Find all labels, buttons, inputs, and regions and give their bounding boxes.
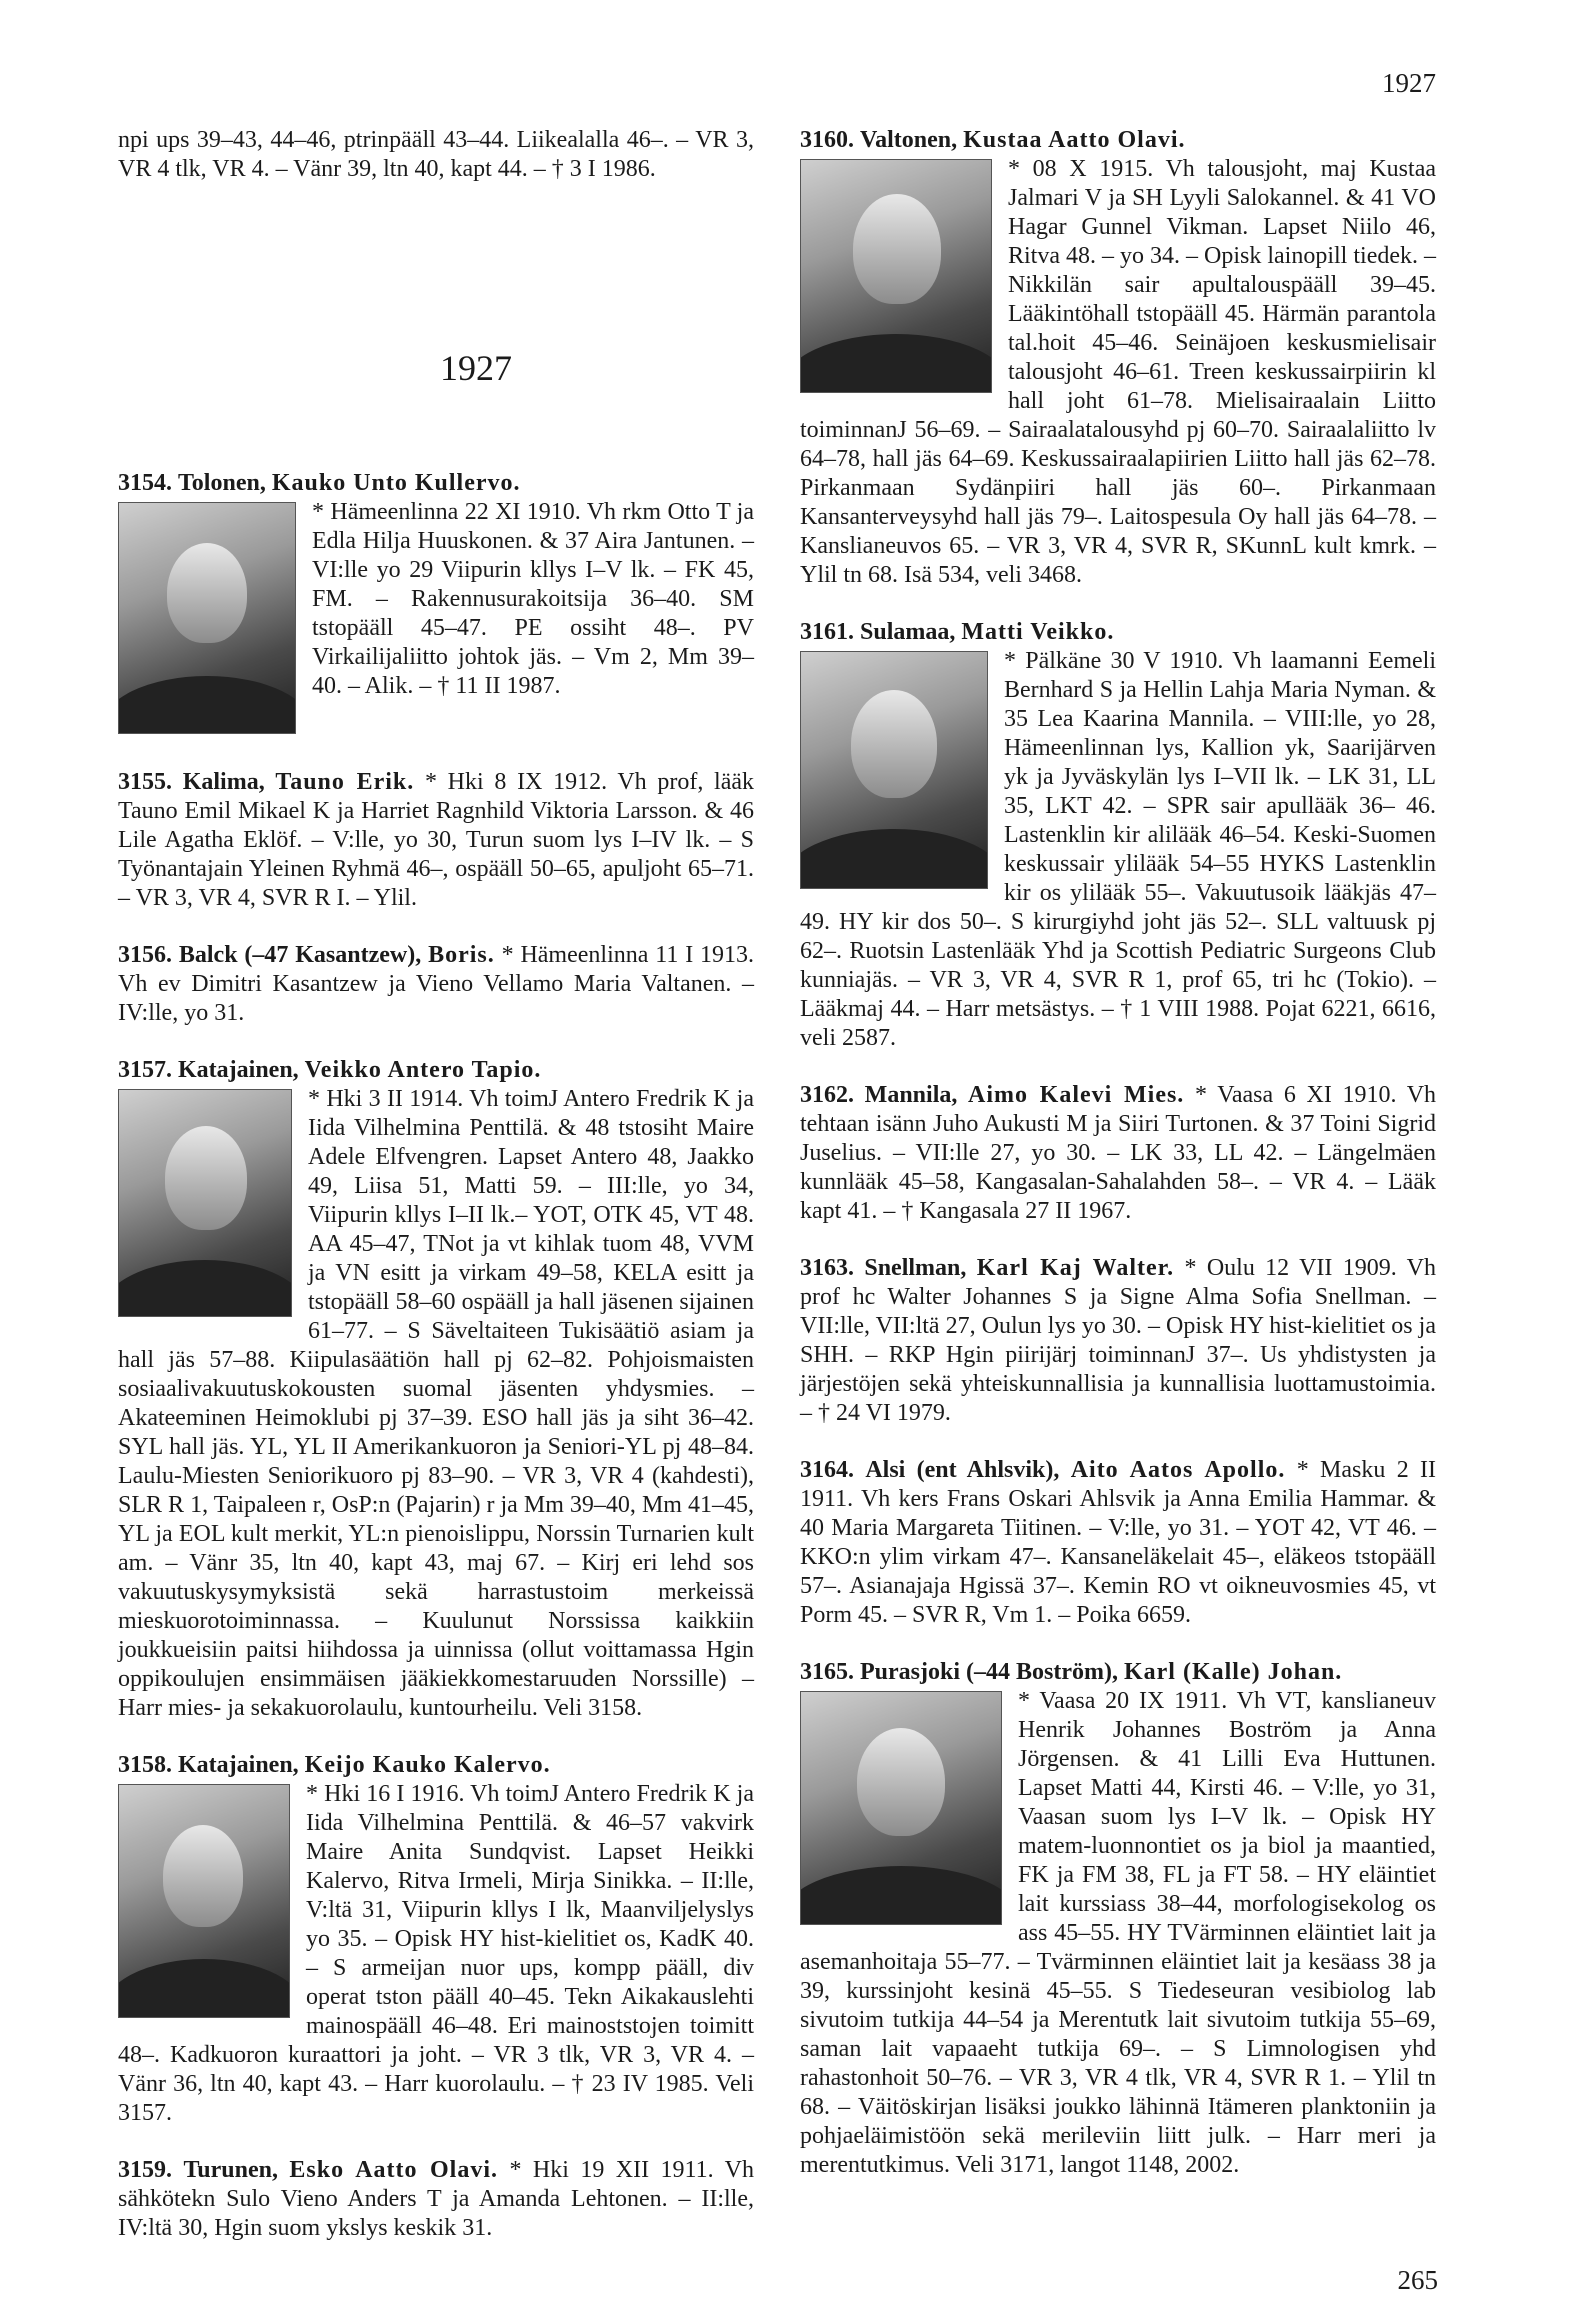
entry-text: * Masku 2 II 1911. Vh kers Frans Oskari Ahlsvik ja Anna Emilia Hammar. & 40 Maria Margareta Tiitinen. – V:lle, yo 31. – YOT 42, VT 46. – KKO:n ylim virkam 47–. Kansaneläkelait 45–, eläkeos tstopääll 57–. Asianajaja Hgissä 37–. Kemin RO vt oikneuvosmies 45, vt Porm 45. – SVR R, Vm 1. – Poika 6659. bbox=[800, 1457, 1436, 1628]
entry-number: 3156. bbox=[118, 942, 172, 968]
entry-3154 bbox=[118, 469, 754, 740]
entry-text: * Vaasa 20 IX 1911. Vh VT, kanslianeuv Henrik Johannes Boström ja Anna Jörgensen. & 41 Lilli Eva Huttunen. Lapset Matti 44, Kirsti 46. – V:lle, yo 31, Vaasan suom lys I–V lk. – Opisk HY matem-luonnontiet os ja biol ja maantied, FK ja FM 38, FL ja FT 58. – HY eläintiet lait kurssiass 38–44, morfologisekolog os ass 45–55. HY TVärminnen eläintiet lait ja asemanhoitaja 55–77. – Tvärminnen eläintiet lait ja kesäass 38 ja 39, kurssinjoht kesinä 45–55. S Tiedeseuran vesibiolog lab sivutoim tutkija 44–54 ja Merentutk lait sivutoim tutkija 55–69, saman lait vapaaeht tutkija 69–. – S Limnologisen yhd rahastonhoit 50–76. – VR 3, VR 4 tlk, VR 4, SVR R 1. – Ylil tn 68. – Väitöskirjan lisäksi joukko lähinnä Itämeren planktoniin ja pohjaeläimistöön sekä merileviin liitt julk. – Harr meri ja merentutkimus. Veli 3171, langot 1148, 2002. bbox=[800, 1688, 1436, 2178]
entry-given-names: Kustaa Aatto Olavi. bbox=[963, 127, 1186, 153]
entry-given-names: Esko Aatto Olavi. bbox=[289, 2157, 498, 2183]
portrait-photo bbox=[118, 1784, 290, 2018]
entry-3162 bbox=[800, 1081, 1436, 1226]
entry-given-names: Karl (Kalle) Johan. bbox=[1123, 1659, 1343, 1685]
entry-number: 3160. bbox=[800, 127, 854, 153]
entry-surname: Tolonen, bbox=[178, 470, 266, 496]
entry-surname: Sulamaa, bbox=[860, 619, 956, 645]
portrait-photo bbox=[800, 1691, 1002, 1925]
entry-3158 bbox=[118, 1751, 754, 2128]
entry-surname: Alsi (ent Ahlsvik), bbox=[865, 1457, 1060, 1483]
entry-3163 bbox=[800, 1254, 1436, 1428]
right-column bbox=[800, 126, 1436, 2208]
entry-text: * Vaasa 6 XI 1910. Vh tehtaan isänn Juho Aukusti M ja Siiri Turtonen. & 37 Toini Sigrid Juselius. – VII:lle 27, yo 30. – LK 33, LL 42. – Längelmäen kunnlääk 45–58, Kangasalan-Sahalahden 58–. – VR 4. – Lääk kapt 41. – † Kangasala 27 II 1967. bbox=[800, 1082, 1437, 1224]
entry-3159 bbox=[118, 2156, 754, 2243]
entry-given-names: Veikko Antero Tapio. bbox=[304, 1057, 542, 1083]
continuation-text: npi ups 39–43, 44–46, ptrinpääll 43–44. Liikealalla 46–. – VR 3, VR 4 tlk, VR 4. – Vänr 39, ltn 40, kapt 44. – † 3 I 1986. bbox=[118, 127, 754, 182]
entry-3156 bbox=[118, 941, 754, 1028]
entry-surname: Balck (–47 Kasantzew), bbox=[178, 942, 422, 968]
entry-given-names: Aito Aatos Apollo. bbox=[1070, 1457, 1286, 1483]
entry-given-names: Boris. bbox=[428, 942, 495, 968]
entry-number: 3154. bbox=[118, 470, 172, 496]
entry-number: 3162. bbox=[800, 1082, 854, 1108]
entry-given-names: Kauko Unto Kullervo. bbox=[271, 470, 521, 496]
portrait-photo bbox=[118, 502, 296, 734]
entry-3157 bbox=[118, 1056, 754, 1723]
entry-text: * Hki 3 II 1914. Vh toimJ Antero Fredrik K ja Iida Vilhelmina Penttilä. & 48 tstosiht Maire Adele Elfvengren. Lapset Antero 48, Jaakko 49, Liisa 51, Matti 59. – III:lle, yo 34, Viipurin kllys I–II lk.– YOT, OTK 45, VT 48. AA 45–47, TNot ja vt kihlak tuom 48, VVM ja VN esitt ja virkam 49–58, KELA esitt ja tstopääll 58–60 ospääll ja hall jäsenen sijainen 61–77. – S Säveltaiteen Tukisäätiö asiam ja hall jäs 57–88. Kiipulasäätiön hall pj 62–82. Pohjoismaisten sosiaalivakuutuskokousten suomal jäsenten yhdysmies. – Akateeminen Heimoklubi pj 37–39. ESO hall jäs ja siht 36–42. SYL hall jäs. YL, YL II Amerikankuoron ja Seniori-YL pj 48–84. Laulu-Miesten Seniorikuoro pj 83–90. – VR 3, VR 4 (kahdesti), SLR R 1, Taipaleen r, OsP:n (Pajarin) r ja Mm 39–40, Mm 41–45, YL ja EOL kult merkit, YL:n pienoislippu, Norssin Turnarien kult am. – Vänr 35, ltn 40, kapt 43, maj 67. – Kirj eri lehd sos vakuutuskysymyksistä sekä harrastustoim merkeissä mieskuorotoiminnassa. – Kuulunut Norssissa kaikkiin joukkueisiin paitsi hiihdossa ja uinnissa (ollut voittamassa Hgin oppikoulujen ensimmäisen jääkiekkomestaruuden Norssille) – Harr mies- ja sekakuorolaulu, kuntourheilu. Veli 3158. bbox=[118, 1086, 754, 1721]
entry-3164 bbox=[800, 1456, 1436, 1630]
entry-3160 bbox=[800, 126, 1436, 590]
entry-surname: Purasjoki (–44 Boström), bbox=[860, 1659, 1118, 1685]
entry-given-names: Aimo Kalevi Mies. bbox=[968, 1082, 1185, 1108]
year-heading: 1927 bbox=[440, 348, 512, 388]
page-number: 265 bbox=[1397, 2265, 1438, 2295]
entry-number: 3159. bbox=[118, 2157, 172, 2183]
entry-text: * Hämeenlinna 11 I 1913. Vh ev Dimitri Kasantzew ja Vieno Vellamo Maria Valtanen. – IV:lle, yo 31. bbox=[118, 942, 755, 1026]
entry-number: 3163. bbox=[800, 1255, 854, 1281]
entry-given-names: Karl Kaj Walter. bbox=[976, 1255, 1175, 1281]
entry-surname: Katajainen, bbox=[178, 1057, 299, 1083]
entry-text: * 08 X 1915. Vh talousjoht, maj Kustaa Jalmari V ja SH Lyyli Salokannel. & 41 VO Hagar Gunnel Vikman. Lapset Niilo 46, Ritva 48. – yo 34. – Opisk lainopill tiedek. – Nikkilän sair apultalouspääll 39–45. Lääkintöhall tstopääll 45. Härmän parantola tal.hoit 45–46. Seinäjoen keskusmielisair talousjoht 46–61. Treen keskussairpiirin kl hall joht 61–78. Mielisairaalain Liitto toiminnanJ 56–69. – Sairaalatalousyhd pj 60–70. Sairaalaliitto lv 64–78, hall jäs 64–69. Keskussairaalapiirien Liitto hall jäs 62–78. Pirkanmaan Sydänpiiri hall jäs 60–. Pirkanmaan Kansanterveysyhd hall jäs 79–. Laitospesula Oy hall jäs 64–78. – Kanslianeuvos 65. – VR 3, VR 4, SVR R, SKunnL kult kmrk. – Ylil tn 68. Isä 534, veli 3468. bbox=[800, 156, 1436, 588]
entry-surname: Turunen, bbox=[183, 2157, 278, 2183]
entry-3155 bbox=[118, 768, 754, 913]
entry-given-names: Keijo Kauko Kalervo. bbox=[304, 1752, 551, 1778]
entry-surname: Mannila, bbox=[864, 1082, 958, 1108]
entry-number: 3165. bbox=[800, 1659, 854, 1685]
entry-given-names: Tauno Erik. bbox=[275, 769, 415, 795]
portrait-photo bbox=[118, 1089, 292, 1317]
entry-number: 3164. bbox=[800, 1457, 854, 1483]
entry-surname: Snellman, bbox=[864, 1255, 967, 1281]
entry-surname: Valtonen, bbox=[860, 127, 958, 153]
entry-text: * Pälkäne 30 V 1910. Vh laamanni Eemeli Bernhard S ja Hellin Lahja Maria Nyman. & 35 Lea Kaarina Mannila. – VIII:lle, yo 28, Hämeenlinnan lys, Kallion yk, Saarijärven yk ja Jyväskylän lys I–VII lk. – LK 31, LL 35, LKT 42. – SPR sair apullääk 36– 46. Lastenklin kir alilääk 46–54. Keski-Suomen keskussair ylilääk 54–55 HYKS Lastenklin kir os ylilääk 55–. Vakuutusoik lääkjäs 47–49. HY kir dos 50–. S kirurgiyhd joht jäs 52–. SLL valtuusk pj 62–. Ruotsin Lastenlääk Yhd ja Scottish Pediatric Surgeons Club kunniajäs. – VR 3, VR 4, SVR R 1, prof 65, tri hc (Tokio). – Lääkmaj 44. – Harr metsästys. – † 1 VIII 1988. Pojat 6221, 6616, veli 2587. bbox=[800, 648, 1436, 1051]
entry-number: 3155. bbox=[118, 769, 172, 795]
left-column bbox=[118, 126, 754, 2271]
entry-number: 3161. bbox=[800, 619, 854, 645]
portrait-photo bbox=[800, 159, 992, 393]
entry-given-names: Matti Veikko. bbox=[961, 619, 1115, 645]
entry-number: 3158. bbox=[118, 1752, 172, 1778]
entry-surname: Kalima, bbox=[182, 769, 265, 795]
entry-text: * Oulu 12 VII 1909. Vh prof hc Walter Johannes S ja Signe Alma Sofia Snellman. – VII:lle, VII:ltä 27, Oulun lys yo 30. – Opisk HY hist-kielitiet os ja SHH. – RKP Hgin piirijärj toiminnanJ 37–. Us yhdistysten ja järjestöjen sekä yhteiskunnallisia ja kunnallisia luottamustoimia. – † 24 VI 1979. bbox=[800, 1255, 1437, 1426]
entry-3161 bbox=[800, 618, 1436, 1053]
entry-text: * Hämeenlinna 22 XI 1910. Vh rkm Otto T ja Edla Hilja Huuskonen. & 37 Aira Jantunen. – VI:lle yo 29 Viipurin kllys I–V lk. – FK 45, FM. – Rakennusurakoitsija 36–40. SM tstopääll 45–47. PE ossiht 48–. PV Virkailijaliitto johtok jäs. – Vm 2, Mm 39–40. – Alik. – † 11 II 1987. bbox=[312, 499, 754, 699]
portrait-photo bbox=[800, 651, 988, 889]
entry-text: * Hki 16 I 1916. Vh toimJ Antero Fredrik K ja Iida Vilhelmina Penttilä. & 46–57 vakvirk Maire Anita Sundqvist. Lapset Heikki Kalervo, Ritva Irmeli, Mirja Sinikka. – II:lle, V:ltä 31, Viipurin kllys I lk, Maanviljelyslys yo 35. – Opisk HY hist-kielitiet os, KadK 40. – S armeijan nuor ups, kompp pääll, div operat tston pääll 40–45. Tekn Aikakauslehti mainospääll 46–48. Eri mainoststojen toimitt 48–. Kadkuoron kuraattori ja joht. – VR 3 tlk, VR 3, VR 4. – Vänr 36, ltn 40, kapt 43. – Harr kuorolaulu. – † 23 IV 1985. Veli 3157. bbox=[118, 1781, 754, 2126]
entry-text: * Hki 8 IX 1912. Vh prof, lääk Tauno Emil Mikael K ja Harriet Ragnhild Viktoria Larsson. & 46 Lile Agatha Eklöf. – V:lle, yo 30, Turun suom lys I–IV lk. – S Työnantajain Yleinen Ryhmä 46–, ospääll 50–65, apuljoht 65–71. – VR 3, VR 4, SVR R I. – Ylil. bbox=[118, 769, 755, 911]
running-header: 1927 bbox=[1382, 68, 1436, 98]
entry-text: * Hki 19 XII 1911. Vh sähkötekn Sulo Vieno Anders T ja Amanda Lehtonen. – II:lle, IV:ltä 30, Hgin suom ykslys keskik 31. bbox=[118, 2157, 755, 2241]
entry-3165 bbox=[800, 1658, 1436, 2180]
entry-number: 3157. bbox=[118, 1057, 172, 1083]
entry-surname: Katajainen, bbox=[178, 1752, 299, 1778]
